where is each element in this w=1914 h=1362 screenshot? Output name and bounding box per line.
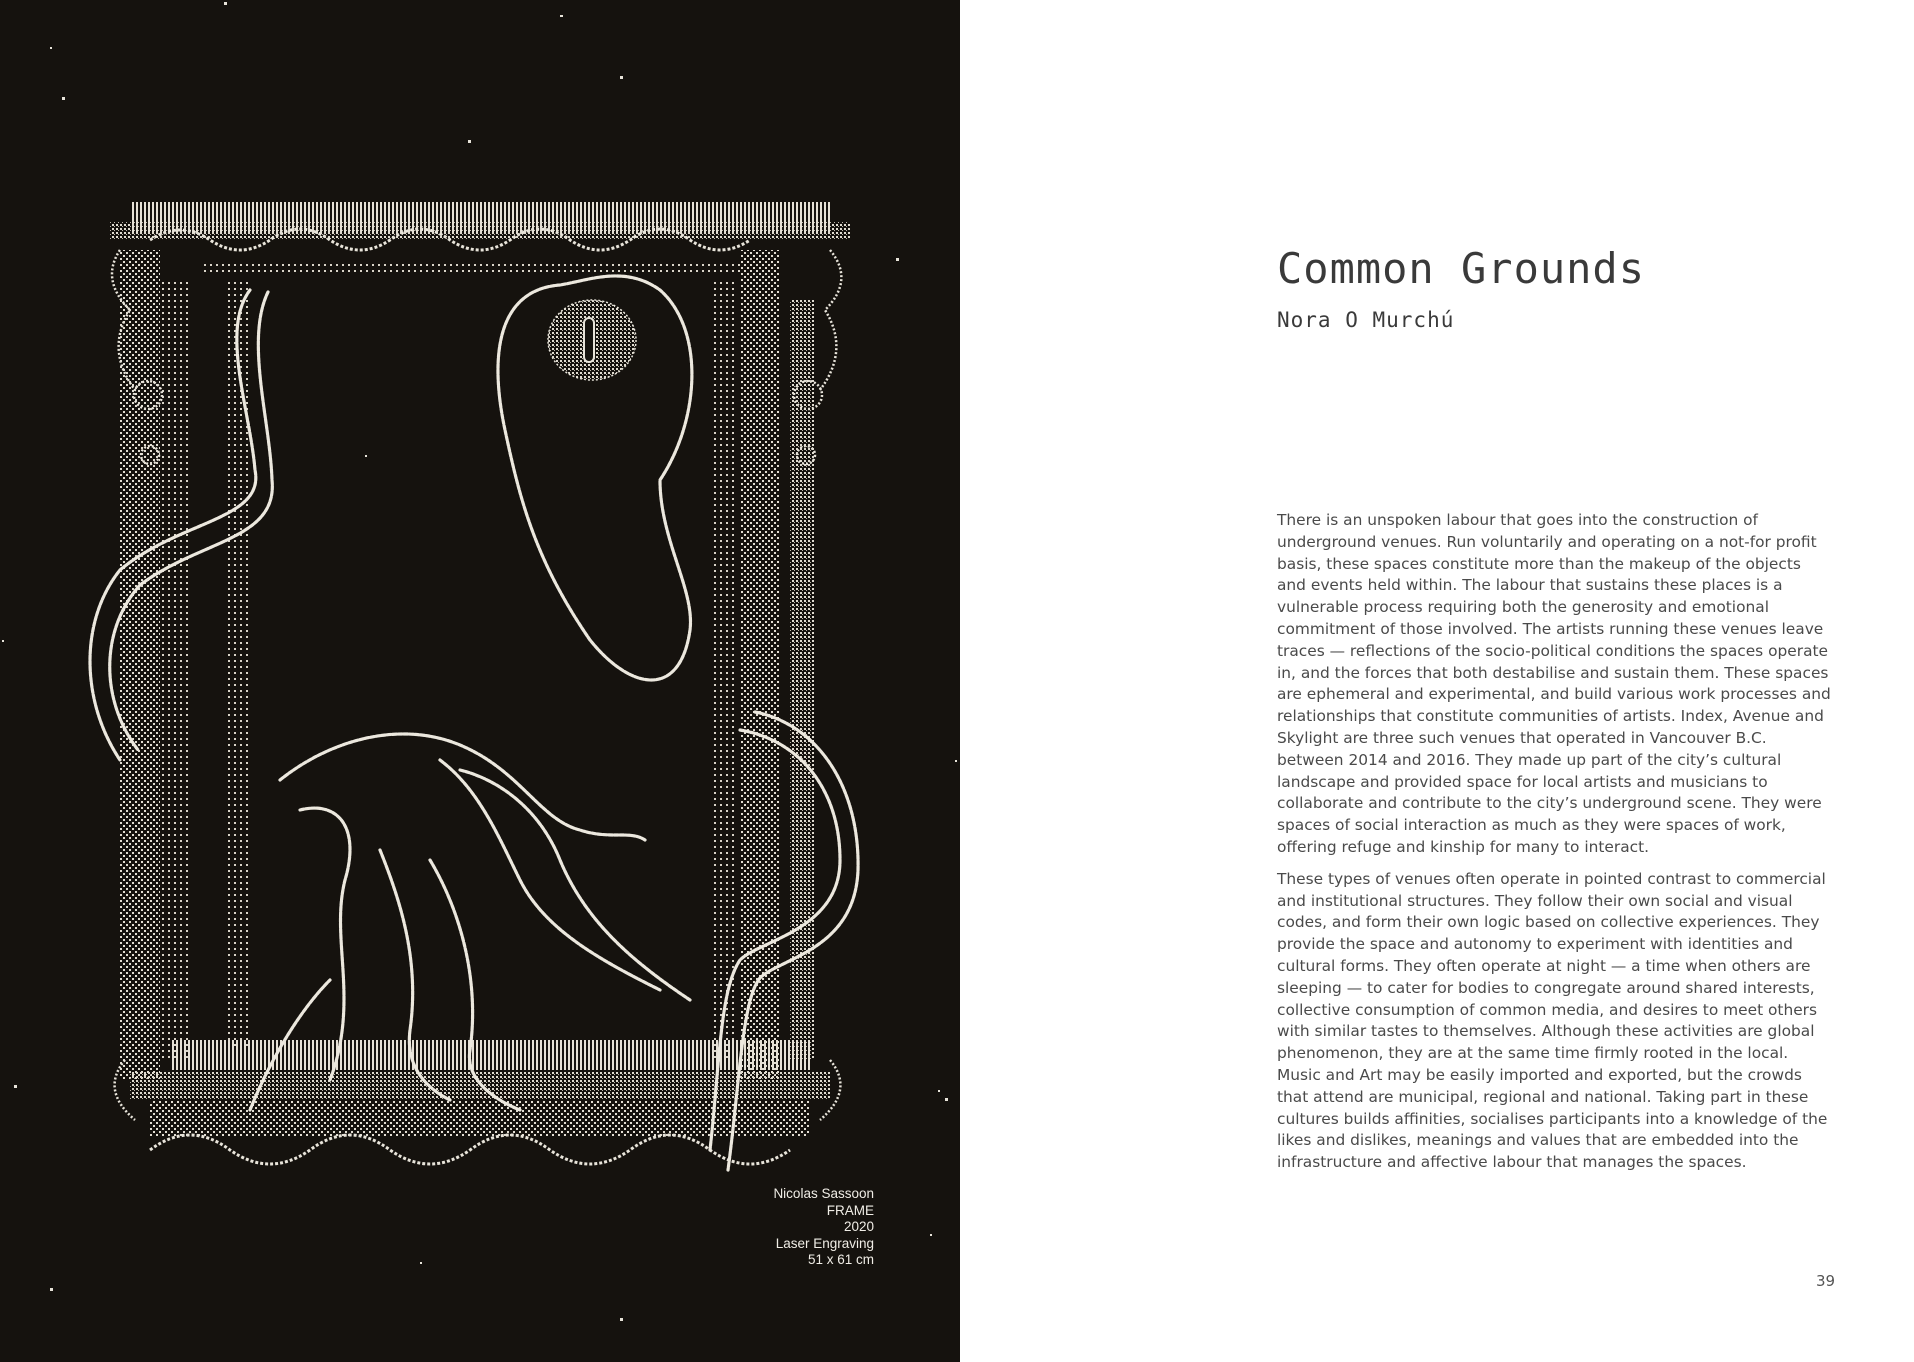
body-paragraph: There is an unspoken labour that goes into the construction of underground venues. Run voluntarily and operating on a not-for profit basis, these spaces constitute more than the makeup of the objects and events held within. The labour that sustains these places is a vulnerable process requiring both the generosity and emotional commitment of those involved. The artists running these venues leave traces — reflections of the socio-political conditions the spaces operate in, and the forces that both destabilise and sustain them. These spaces are ephemeral and experimental, and build various work processes and relationships that constitute communities of artists. Index, Avenue and Skylight are three such venues that operated in Vancouver B.C. between 2014 and 2016. They made up part of the city’s cultural landscape and provided space for local artists and musicians to collaborate and contribute to the city’s underground scene. They were spaces of social interaction as much as they were spaces of work, offering refuge and kinship for many to interact. [1277, 511, 1831, 856]
article-body [1277, 510, 1833, 1184]
artwork-caption [773, 1186, 874, 1269]
page-number: 39 [1816, 1272, 1836, 1290]
article-author: Nora O Murchú [1277, 308, 1455, 332]
caption-dimensions: 51 x 61 cm [807, 1252, 874, 1267]
caption-year: 2020 [843, 1219, 874, 1234]
caption-medium: Laser Engraving [775, 1235, 874, 1251]
caption-work-title: FRAME [826, 1202, 874, 1218]
body-paragraph: These types of venues often operate in pointed contrast to commercial and institutional structures. They follow their own social and visual codes, and form their own logic based on collective experiences. They provide the space and autonomy to experiment with identities and cultural forms. They often operate at night — a time when others are sleeping — to cater for bodies to congregate around shared interests, collective consumption of common media, and desires to meet others with similar tastes to themselves. Although these activities are global phenomenon, they are at the same time firmly rooted in the local. Music and Art may be easily imported and exported, but the crowds that attend are municipal, regional and national. Taking part in these cultures builds affinities, socialises participants into a knowledge of the likes and dislikes, meanings and values that are embedded into the infrastructure and affective labour that manages the spaces. [1277, 869, 1828, 1172]
caption-artist: Nicolas Sassoon [773, 1186, 874, 1201]
article-title: Common Grounds [1277, 244, 1646, 293]
